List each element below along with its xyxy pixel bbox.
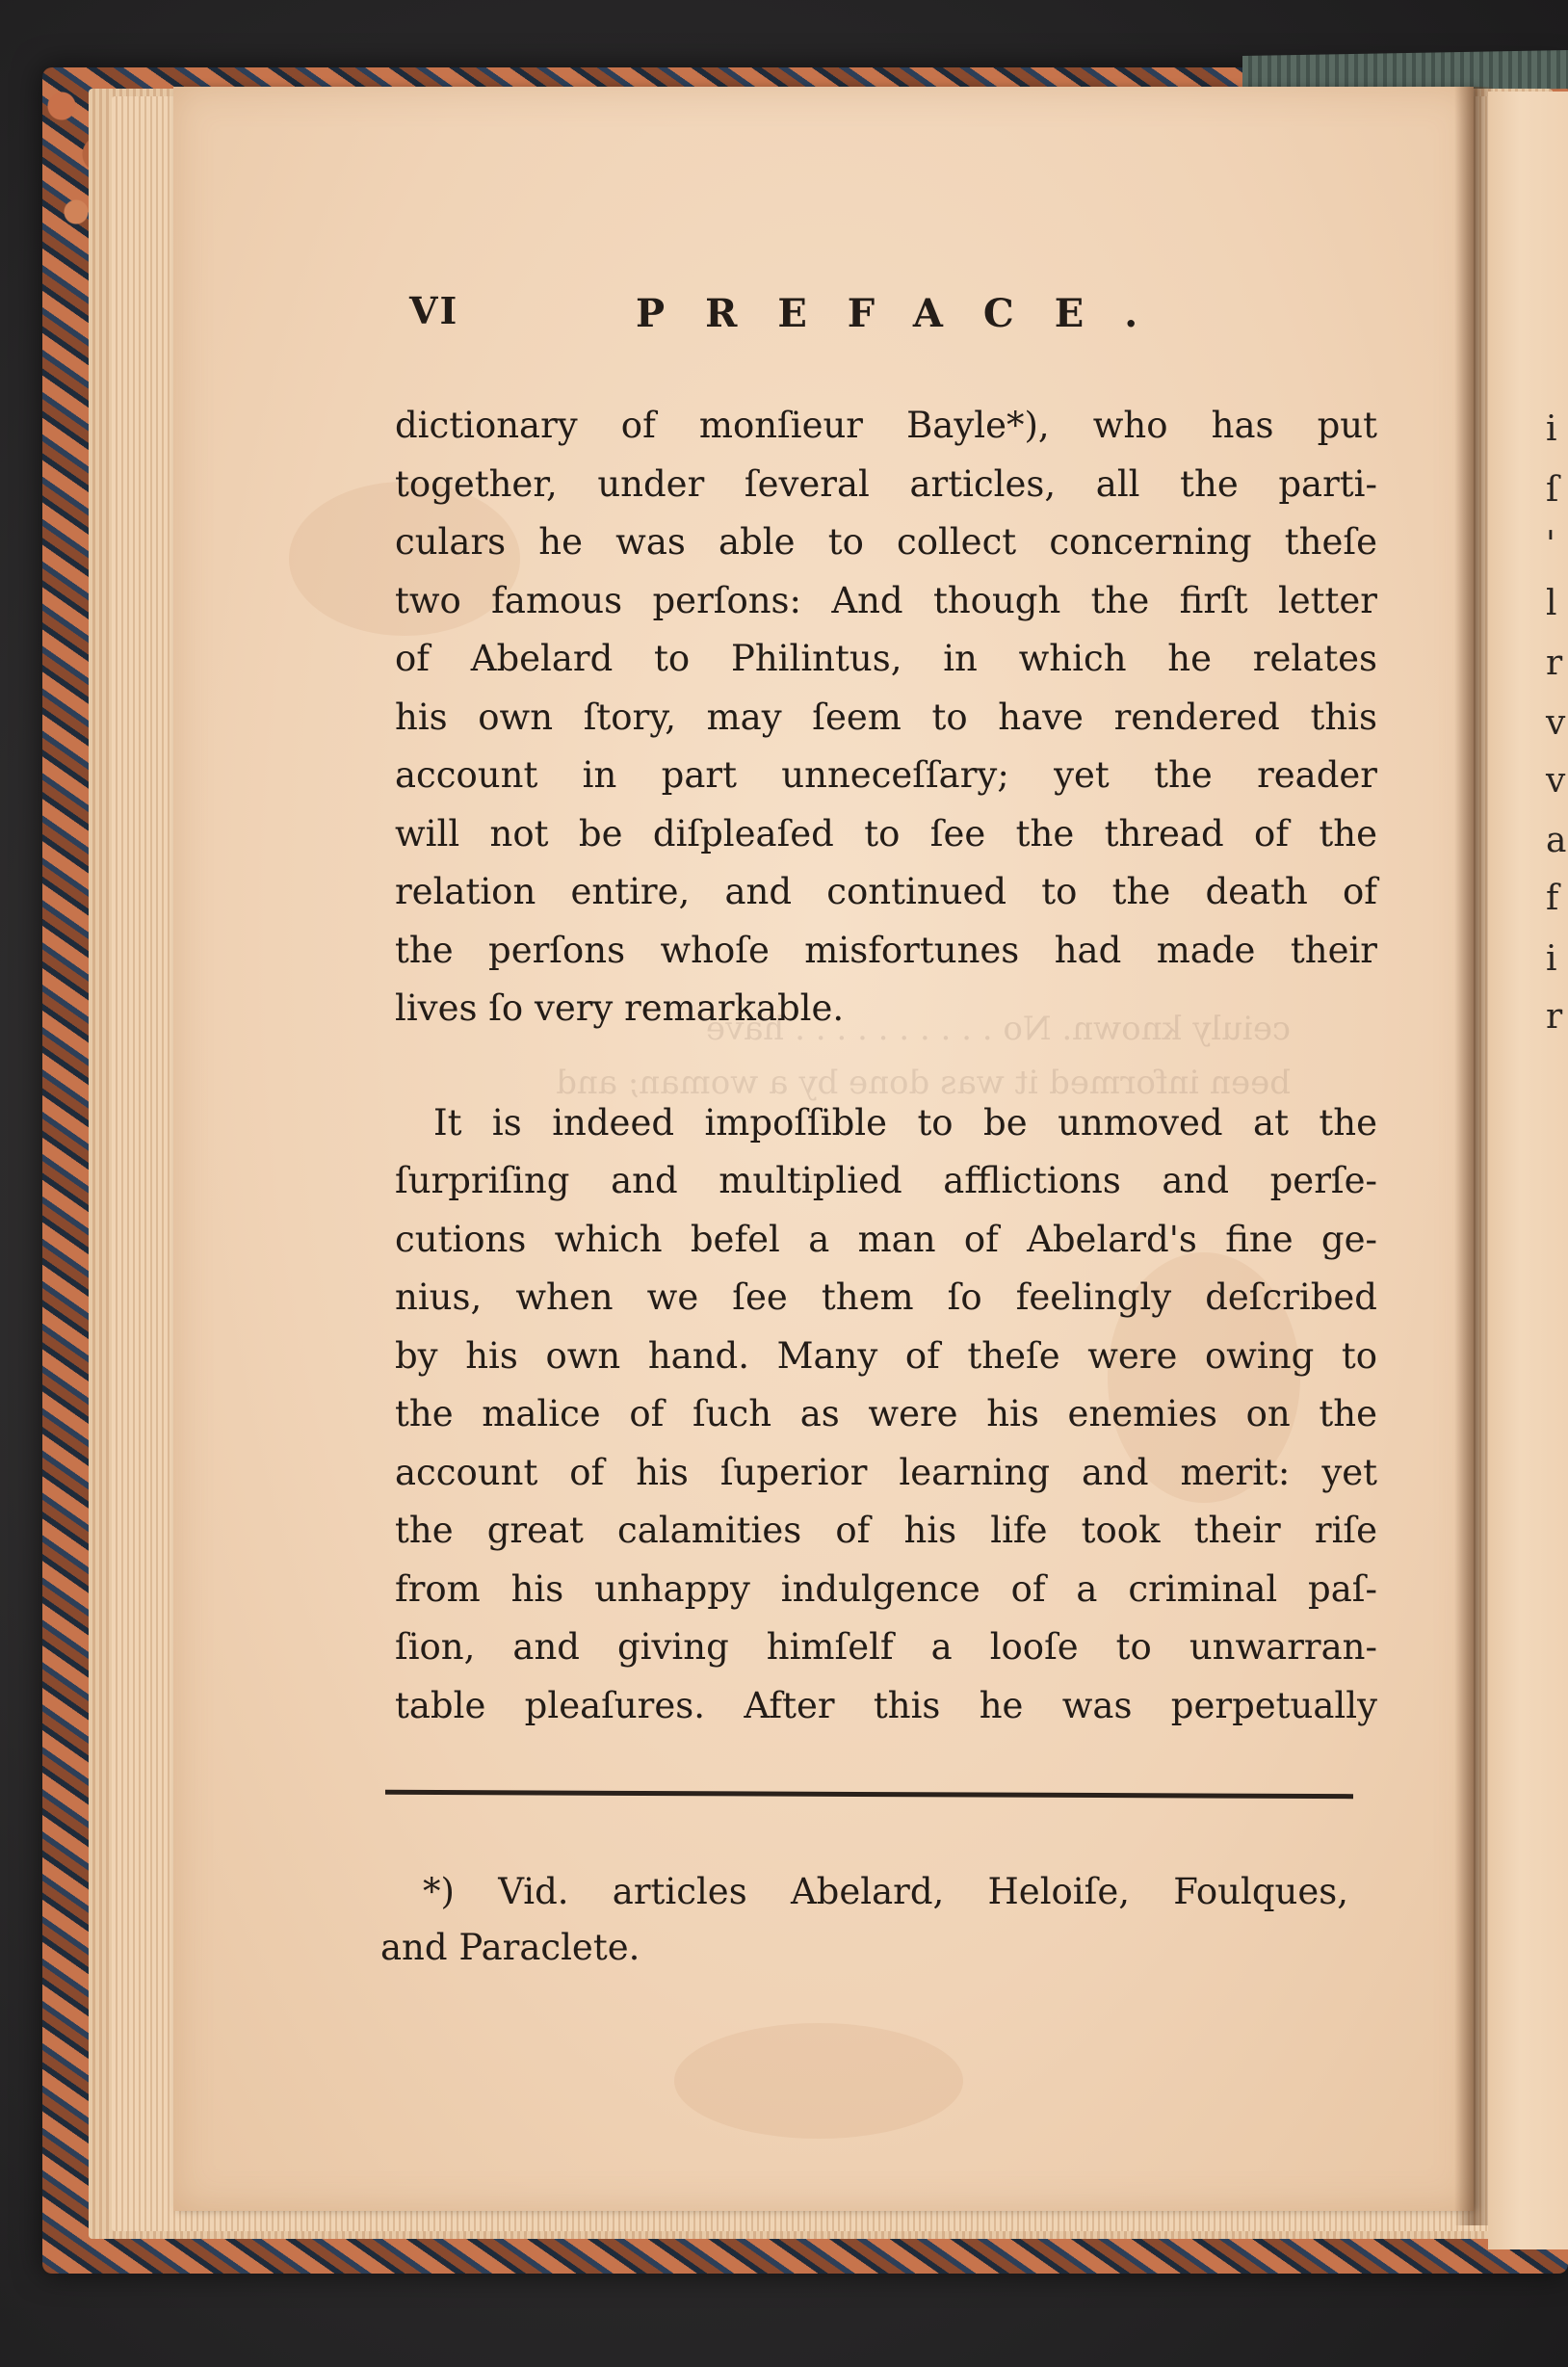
text-line: nius, when we ſee them ſo feelingly deſcribed bbox=[395, 1276, 1377, 1318]
text-line: culars he was able to collect concerning theſe bbox=[395, 521, 1377, 563]
text-line: of Abelard to Philintus, in which he relates bbox=[395, 638, 1377, 679]
text-line: ſurpriſing and multiplied afflictions and perſe- bbox=[395, 1160, 1377, 1201]
body-text bbox=[395, 397, 1377, 1735]
facing-page-letter: f bbox=[1546, 879, 1559, 918]
text-line: cutions which befel a man of Abelard's fine ge- bbox=[395, 1218, 1377, 1260]
text-line: together, under ſeveral articles, all the parti- bbox=[395, 462, 1377, 505]
text-line: account in part unneceſſary; yet the reader bbox=[395, 754, 1377, 796]
facing-page-letter: a bbox=[1546, 821, 1567, 860]
text-line: the malice of ſuch as were his enemies on the bbox=[395, 1393, 1377, 1434]
paper-stain bbox=[674, 2023, 963, 2139]
text-line: will not be diſpleaſed to ſee the thread of the bbox=[395, 812, 1377, 855]
gutter-shadow bbox=[1454, 87, 1493, 2225]
facing-page-letter: ' bbox=[1546, 525, 1555, 565]
page-number: VI bbox=[409, 289, 459, 332]
text-line: ſion, and giving himſelf a looſe to unwarran- bbox=[395, 1626, 1377, 1668]
footnote bbox=[380, 1864, 1348, 1976]
text-line: his own ſtory, may ſeem to have rendered this bbox=[395, 696, 1377, 738]
paragraph-gap bbox=[395, 1039, 1377, 1094]
text-line: by his own hand. Many of theſe were owing to bbox=[395, 1334, 1377, 1377]
facing-page-letter: i bbox=[1546, 939, 1557, 979]
text-line: the perſons whoſe misfortunes had made their bbox=[395, 929, 1377, 971]
footnote-line: *) Vid. articles Abelard, Heloiſe, Foulques, bbox=[423, 1871, 1348, 1912]
bleed-through-text: ceiuly known. No . . . . . . . . . . have been informed it was done by a woman; and bbox=[556, 1010, 1291, 1102]
facing-page-letter: i bbox=[1546, 409, 1557, 449]
text-line: account of his ſuperior learning and merit: yet bbox=[395, 1451, 1377, 1493]
facing-page-letter: v bbox=[1546, 703, 1566, 743]
text-line: from his unhappy indulgence of a criminal paſ- bbox=[395, 1567, 1377, 1610]
facing-page-letter: ſ bbox=[1546, 470, 1559, 510]
running-title: PREFACE. bbox=[636, 291, 1179, 336]
facing-page-letter: v bbox=[1546, 761, 1566, 801]
text-line: It is indeed impoſſible to be unmoved at the bbox=[433, 1101, 1377, 1144]
text-line: two famous perſons: And though the firſt letter bbox=[395, 579, 1377, 621]
text-line: the great calamities of his life took their riſe bbox=[395, 1510, 1377, 1551]
text-line: lives ſo very remarkable. bbox=[395, 987, 845, 1029]
text-line: dictionary of monſieur Bayle*), who has put bbox=[395, 405, 1377, 446]
footnote-line: and Paraclete. bbox=[380, 1927, 640, 1968]
facing-page-letter: l bbox=[1546, 584, 1557, 623]
facing-page-letter: r bbox=[1546, 644, 1563, 683]
text-line: relation entire, and continued to the death of bbox=[395, 871, 1377, 912]
facing-page-letter: r bbox=[1546, 997, 1563, 1037]
text-line: table pleaſures. After this he was perpetually bbox=[395, 1684, 1377, 1726]
